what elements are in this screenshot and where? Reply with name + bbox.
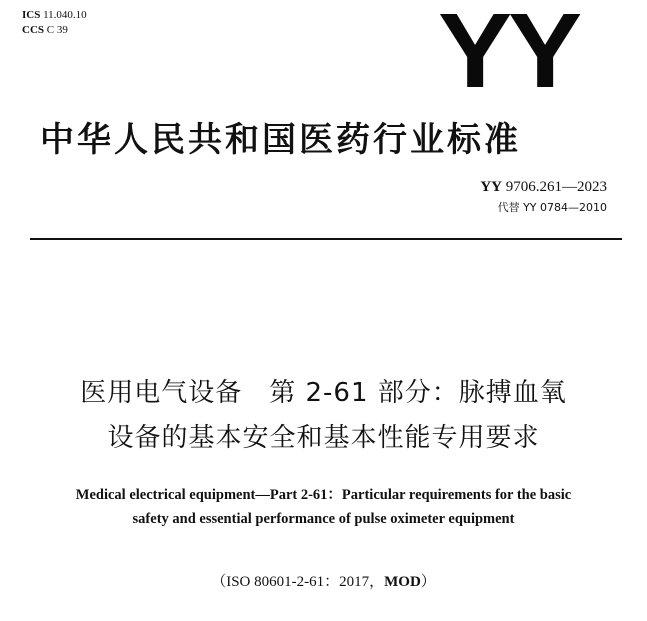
ccs-label: CCS [22,24,45,36]
iso-open-paren: （ [211,574,227,590]
english-title-line-2: safety and essential performance of pulse oximeter equipment [132,511,515,527]
yy-logo: YY [438,0,579,110]
standard-number-prefix: YY [480,179,502,195]
chinese-title-line-2: 设备的基本安全和基本性能专用要求 [107,423,540,453]
iso-close-paren: ） [420,574,436,590]
ccs-code [22,24,68,37]
standard-number [480,178,607,196]
english-title-line-1: Medical electrical equipment—Part 2-61：Particular requirements for the basic [75,487,572,503]
chinese-title-line-1: 医用电气设备 第 2-61 部分：脉搏血氧 [80,378,567,408]
iso-reference: ISO 80601-2-61：2017， [226,574,385,590]
iso-equivalence [0,572,647,592]
header-divider [30,238,622,240]
standard-number-value: 9706.261—2023 [505,179,607,195]
ics-code [22,9,87,22]
iso-mod-marker: MOD [384,574,421,590]
standard-category-title: 中华人民共和国医药行业标准 [40,120,521,160]
ics-value: 11.040.10 [43,9,87,21]
ics-label: ICS [22,9,41,21]
ccs-value: C 39 [46,24,68,36]
replaces-note: 代替 YY 0784—2010 [497,201,607,214]
